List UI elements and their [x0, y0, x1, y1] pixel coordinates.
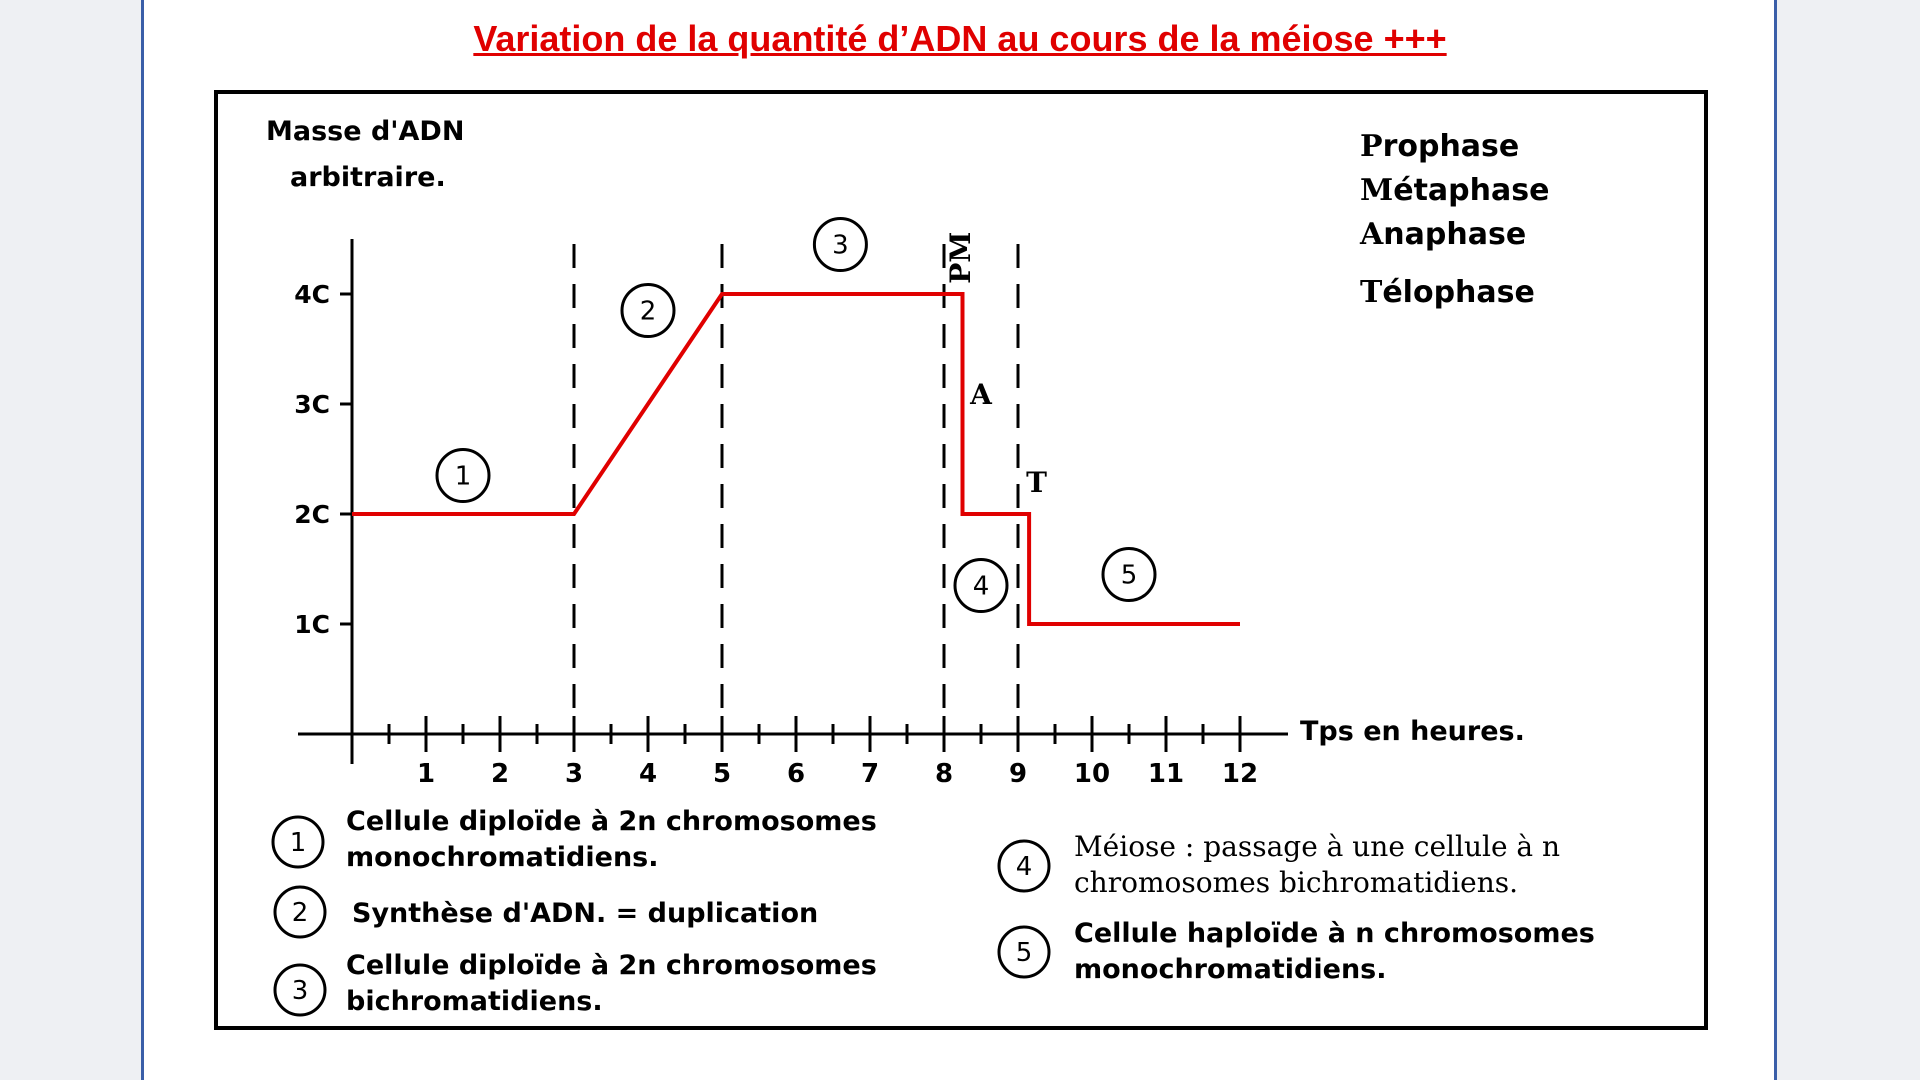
y-axis-label: Masse d'ADN	[266, 116, 465, 147]
phase-circle-number: 3	[832, 230, 849, 261]
page-title: Variation de la quantité d’ADN au cours de la méiose +++	[473, 18, 1447, 59]
phase-circle-number: 4	[972, 571, 990, 602]
x-tick-label: 4	[638, 759, 658, 789]
legend-number: 4	[1015, 852, 1033, 882]
phase-key-initial: A	[1360, 217, 1384, 252]
legend-text-line: Cellule diploïde à 2n chromosomes	[346, 950, 877, 981]
legend-text-line: monochromatidiens.	[1074, 954, 1387, 985]
legend-text-line: monochromatidiens.	[346, 842, 659, 873]
phase-key-initial: T	[1360, 275, 1383, 310]
legend-text-line: chromosomes bichromatidiens.	[1074, 866, 1519, 899]
x-tick-label: 9	[1008, 759, 1028, 789]
y-tick-label: 1C	[294, 610, 330, 639]
phase-circle-number: 1	[454, 461, 472, 492]
legend-text-line: Cellule haploïde à n chromosomes	[1074, 918, 1595, 949]
phase-key-rest: étaphase	[1393, 173, 1550, 208]
x-tick-label: 3	[564, 759, 584, 789]
legend-number: 1	[289, 828, 307, 858]
y-tick-label: 2C	[294, 500, 330, 529]
x-tick-label: 5	[712, 759, 732, 789]
phase-circle-number: 5	[1120, 560, 1138, 591]
phase-key-rest: naphase	[1383, 217, 1527, 252]
phase-letter: A	[970, 378, 992, 411]
legend-text-line: Synthèse d'ADN. = duplication	[352, 898, 819, 929]
legend-text-line: bichromatidiens.	[346, 986, 603, 1017]
dna-mass-chart	[218, 94, 1704, 1026]
x-axis-label: Tps en heures.	[1300, 716, 1525, 747]
legend-number: 2	[291, 898, 309, 928]
x-tick-label: 6	[786, 759, 806, 789]
y-tick-label: 3C	[294, 390, 330, 419]
phase-circle-number: 2	[639, 296, 657, 327]
x-tick-label: 12	[1221, 759, 1259, 789]
phase-key-entry	[1360, 173, 1549, 208]
legend-text-line: Méiose : passage à une cellule à n	[1074, 830, 1561, 863]
x-tick-label: 7	[860, 759, 880, 789]
x-tick-label: 8	[934, 759, 954, 789]
y-axis-label: arbitraire.	[290, 162, 446, 193]
phase-key-entry	[1360, 129, 1519, 164]
legend-text-line: Cellule diploïde à 2n chromosomes	[346, 806, 877, 837]
legend-number: 3	[291, 976, 309, 1006]
x-tick-label: 10	[1073, 759, 1111, 789]
y-tick-label: 4C	[294, 280, 330, 309]
phase-key-rest: rophase	[1382, 129, 1520, 164]
phase-key-entry	[1359, 217, 1526, 252]
phase-key-rest: élophase	[1382, 275, 1535, 310]
x-tick-label: 1	[416, 759, 436, 789]
legend-number: 5	[1015, 938, 1033, 968]
phase-key-entry	[1360, 275, 1535, 310]
figure-frame	[214, 90, 1708, 1030]
phase-key-initial: M	[1360, 173, 1394, 208]
phase-key-initial: P	[1360, 129, 1383, 164]
x-tick-label: 2	[490, 759, 510, 789]
phase-letter: PM	[943, 231, 977, 284]
phase-letter: T	[1026, 466, 1047, 499]
x-tick-label: 11	[1147, 759, 1185, 789]
